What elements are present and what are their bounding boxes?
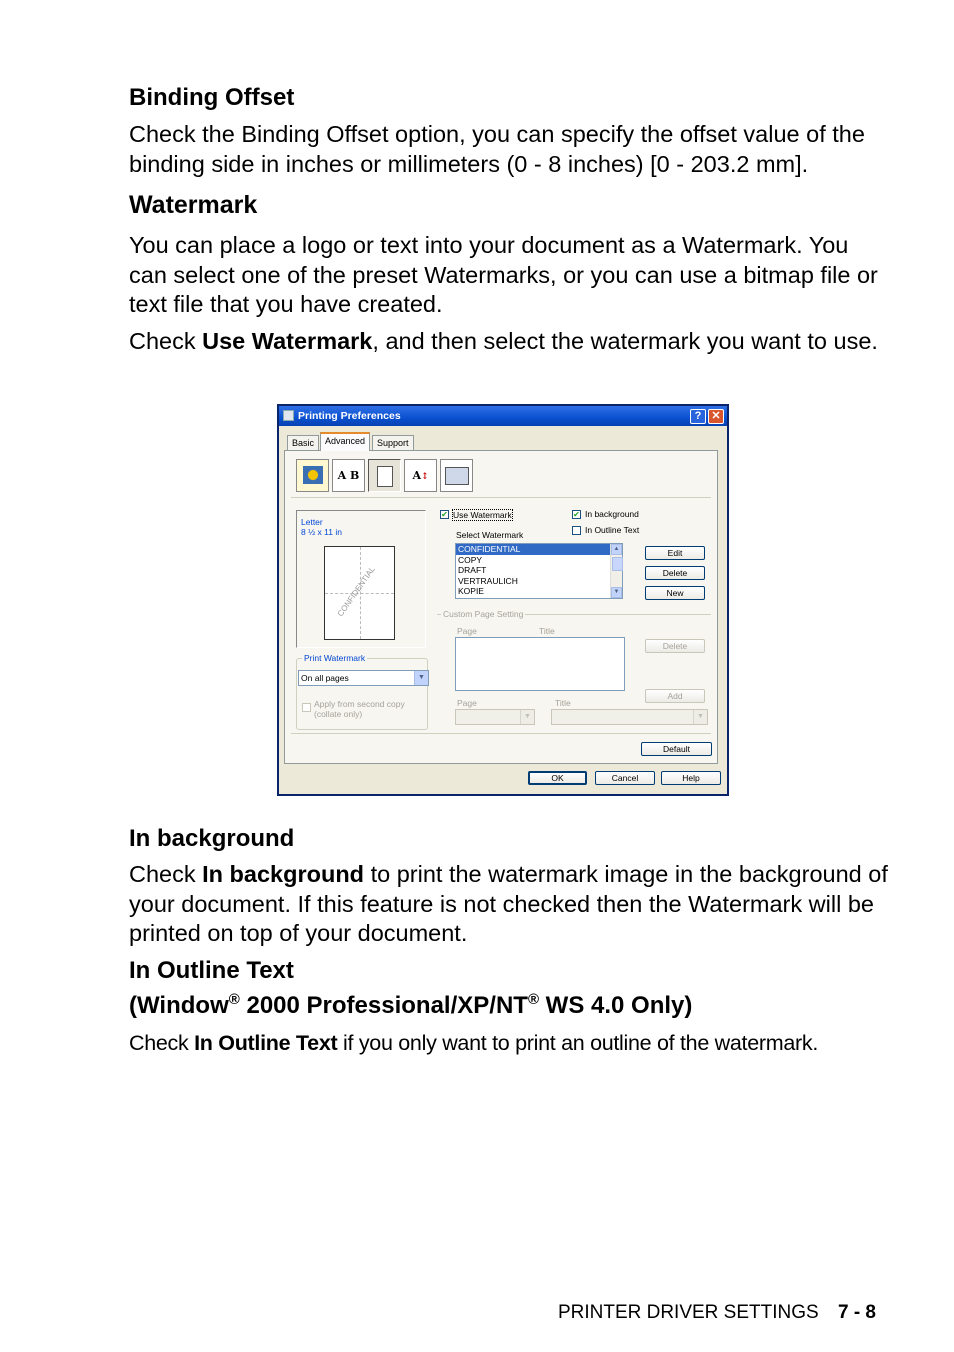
scroll-thumb[interactable] (612, 557, 623, 571)
in-outline-heading: In Outline Text (129, 957, 294, 984)
print-watermark-label: Print Watermark (304, 653, 366, 663)
watermark-para2: Check Use Watermark, and then select the watermark you want to use. (129, 328, 878, 354)
watermark-para1: You can place a logo or text into your document as a Watermark. You can select one of the preset Watermarks, or you can use a bitmap file or text file that you have created. (129, 232, 878, 317)
collate-only-label: (collate only) (314, 709, 363, 719)
use-watermark-label: Use Watermark (453, 510, 512, 520)
watermark-list[interactable] (455, 543, 623, 599)
graphics-icon[interactable] (296, 459, 329, 492)
default-button[interactable]: Default (641, 742, 712, 756)
in-background-text: Check In background to print the watermark image in the background of your document. If this feature is not checked then the Watermark will be printed on top of your document. (129, 861, 888, 946)
footer-section: PRINTER DRIVER SETTINGS (557, 1302, 819, 1323)
scroll-up-icon[interactable]: ▲ (611, 544, 622, 555)
paper-label: Letter (301, 517, 323, 527)
print-watermark-group (296, 653, 428, 730)
list-scrollbar[interactable] (610, 544, 622, 598)
list-item[interactable]: DRAFT (458, 565, 487, 575)
chevron-down-icon: ▼ (520, 710, 534, 724)
custom-page-setting-label: Custom Page Setting (443, 609, 524, 619)
dialog-client (279, 426, 727, 794)
apply-second-copy-checkbox[interactable] (302, 703, 311, 712)
help-title-button[interactable]: ? (690, 409, 706, 424)
page-select (455, 709, 535, 725)
page-setting-icon[interactable]: A↕ (404, 459, 437, 492)
custom-page-list[interactable] (455, 637, 625, 691)
page-footer (558, 1302, 876, 1324)
title-column-header: Title (539, 626, 555, 636)
printing-preferences-dialog (277, 404, 729, 796)
printer-icon (283, 410, 294, 421)
in-outline-subheading: (Window® 2000 Professional/XP/NT® WS 4.0 Only) (129, 991, 693, 1019)
page-label: Page (457, 698, 477, 708)
list-item[interactable]: CONFIDENTIAL (456, 544, 622, 555)
in-background-heading: In background (129, 825, 295, 852)
in-background-emphasis: In background (202, 861, 365, 887)
list-item[interactable]: VERTRAULICH (458, 575, 518, 586)
preview-box (296, 510, 426, 648)
add-button: Add (645, 689, 705, 703)
dialog-titlebar (279, 406, 727, 426)
chevron-down-icon: ▼ (414, 671, 428, 685)
help-button[interactable]: Help (661, 771, 721, 785)
print-watermark-select[interactable]: On all pages ▼ (298, 670, 429, 686)
binding-offset-text: Check the Binding Offset option, you can specify the offset value of the binding side in inches or millimeters (0 - 8 inches) [0 - 203.2 mm]. (129, 121, 865, 177)
list-item[interactable]: KOPIE (458, 586, 484, 596)
tab-basic[interactable]: Basic (287, 435, 319, 450)
edit-button[interactable]: Edit (645, 546, 705, 560)
dialog-title: Printing Preferences (298, 410, 401, 422)
footer-page-number: 7 - 8 (837, 1302, 876, 1323)
ok-button[interactable]: OK (528, 771, 587, 785)
scroll-down-icon[interactable]: ▼ (611, 587, 622, 598)
advanced-panel (284, 450, 718, 764)
in-outline-emphasis: In Outline Text (194, 1031, 338, 1055)
list-item[interactable]: COPY (458, 554, 483, 565)
binding-offset-heading: Binding Offset (129, 84, 295, 111)
title-select (551, 709, 708, 725)
paper-size: 8 ½ x 11 in (301, 527, 342, 537)
page-preview (324, 546, 395, 640)
apply-second-copy-label: Apply from second copy (314, 699, 405, 709)
cancel-button[interactable]: Cancel (595, 771, 655, 785)
watermark-heading: Watermark (129, 191, 258, 219)
preview-watermark-text: CONFIDENTIAL (335, 564, 377, 619)
delete-custom-button: Delete (645, 639, 705, 653)
in-outline-text: Check In Outline Text if you only want to print an outline of the watermark. (129, 1031, 818, 1055)
in-background-label: In background (585, 509, 639, 519)
watermark-icon[interactable] (368, 459, 401, 492)
in-background-checkbox[interactable]: ✔ (573, 510, 580, 519)
select-watermark-label: Select Watermark (456, 530, 524, 540)
delete-button[interactable]: Delete (645, 566, 705, 580)
in-outline-text-checkbox[interactable] (572, 526, 581, 535)
use-watermark-emphasis: Use Watermark (202, 328, 373, 354)
close-button[interactable]: ✕ (708, 409, 724, 424)
device-options-icon[interactable] (440, 459, 473, 492)
new-button[interactable]: New (645, 586, 705, 600)
substitute-font-icon[interactable]: A B (332, 459, 365, 492)
tab-advanced[interactable]: Advanced (320, 432, 370, 451)
title-label: Title (555, 698, 571, 708)
in-outline-text-label: In Outline Text (585, 525, 640, 535)
use-watermark-checkbox[interactable]: ✔ (441, 510, 448, 519)
page-column-header: Page (457, 626, 477, 636)
tab-support[interactable]: Support (372, 435, 414, 450)
chevron-down-icon: ▼ (693, 710, 707, 724)
